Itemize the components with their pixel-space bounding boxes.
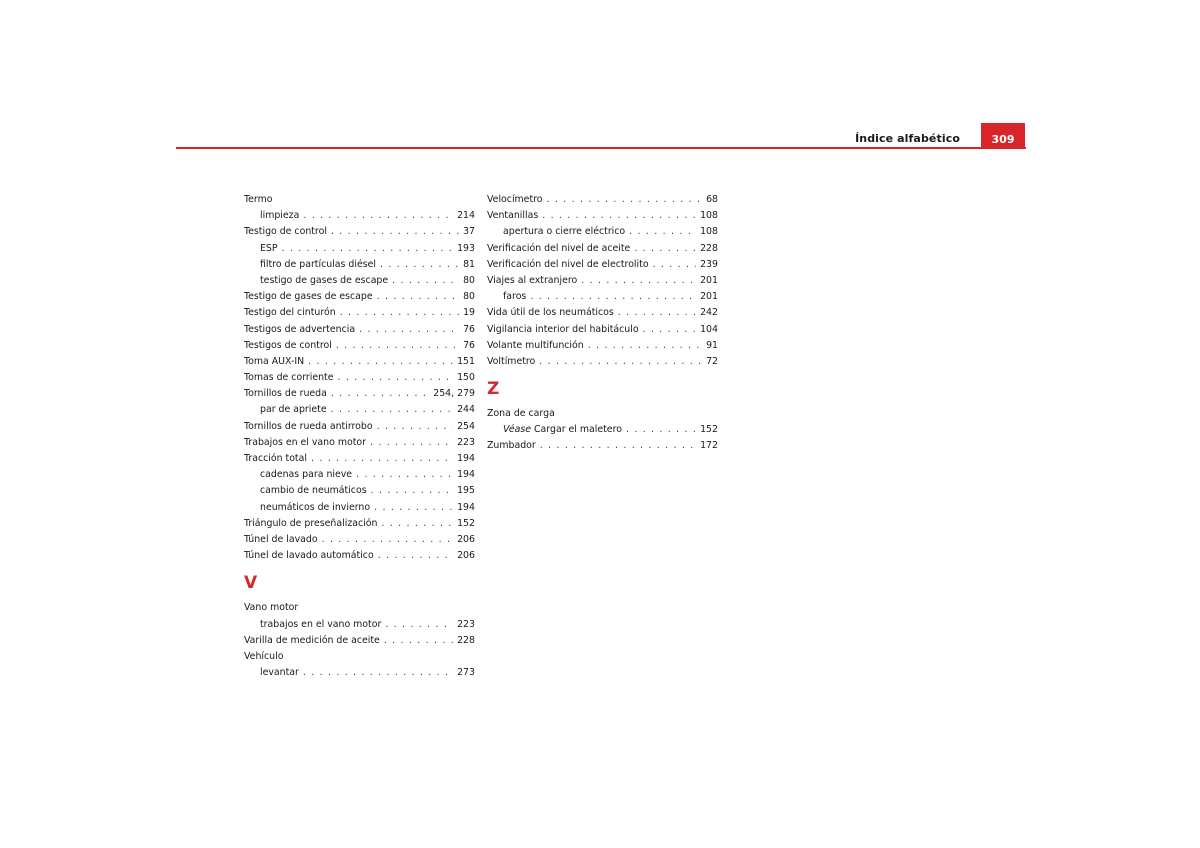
dot-leader <box>331 224 459 240</box>
page-reference: 242 <box>700 307 718 319</box>
index-term: Testigo de gases de escape <box>244 291 373 303</box>
dot-leader <box>340 305 459 321</box>
index-term: Toma AUX-IN <box>244 355 305 367</box>
page-reference: 76 <box>463 339 475 351</box>
index-entry <box>244 192 475 208</box>
index-term: faros <box>503 291 527 303</box>
index-letter-heading: V <box>244 573 258 594</box>
dot-leader <box>377 289 459 305</box>
dot-leader <box>626 422 696 438</box>
header-rule <box>176 147 1026 149</box>
index-subentry <box>244 257 475 273</box>
page-reference: 68 <box>706 194 718 205</box>
dot-leader <box>338 370 454 386</box>
dot-leader <box>378 548 453 564</box>
dot-leader <box>331 402 453 418</box>
index-entry <box>244 548 475 564</box>
page-reference: 214 <box>457 210 475 222</box>
page-reference: 228 <box>457 634 475 646</box>
dot-leader <box>634 241 696 257</box>
index-entry <box>244 338 475 354</box>
index-term: testigo de gases de escape <box>260 274 389 286</box>
index-entry <box>244 532 475 548</box>
index-entry <box>487 241 718 257</box>
index-entry <box>487 273 718 289</box>
index-term: Volante multifunción <box>487 339 584 351</box>
page-reference: 254 <box>457 420 475 432</box>
page-reference: 194 <box>457 469 475 481</box>
dot-leader <box>303 208 453 224</box>
index-entry <box>244 600 475 616</box>
index-entry <box>487 257 718 273</box>
page-reference: 223 <box>457 436 475 448</box>
index-entry <box>244 649 475 665</box>
dot-leader <box>331 386 429 402</box>
index-term: Testigos de advertencia <box>244 323 356 335</box>
index-subentry <box>244 483 475 499</box>
dot-leader <box>588 338 702 354</box>
dot-leader <box>540 438 696 454</box>
dot-leader <box>392 273 459 289</box>
index-entry <box>487 438 718 454</box>
index-entry <box>244 435 475 451</box>
index-term: Tornillos de rueda <box>244 388 327 400</box>
page-reference: 273 <box>457 667 475 679</box>
index-entry <box>244 633 475 649</box>
page-reference: 81 <box>463 258 475 270</box>
page-reference: 223 <box>457 618 475 630</box>
index-term: par de apriete <box>260 404 327 416</box>
page-reference: 72 <box>706 355 718 367</box>
dot-leader <box>384 633 453 649</box>
dot-leader <box>653 257 697 273</box>
index-term: Tomas de corriente <box>244 372 334 384</box>
index-term: Vano motor <box>244 602 299 614</box>
index-term: cadenas para nieve <box>260 469 353 481</box>
index-term: Velocímetro <box>487 194 543 205</box>
index-term: Varilla de medición de aceite <box>244 634 380 646</box>
dot-leader <box>303 665 453 681</box>
page-reference: 228 <box>700 242 718 254</box>
index-term: Testigos de control <box>244 339 332 351</box>
index-term: Testigo de control <box>244 226 327 238</box>
page-reference: 80 <box>463 274 475 286</box>
page-reference: 108 <box>700 226 718 238</box>
index-entry <box>244 370 475 386</box>
index-column-left <box>244 192 475 681</box>
index-subentry <box>244 208 475 224</box>
dot-leader <box>308 354 453 370</box>
index-term: Viajes al extranjero <box>487 274 578 286</box>
index-subentry <box>244 402 475 418</box>
index-term: Tornillos de rueda antirrobo <box>244 420 373 432</box>
dot-leader <box>385 617 453 633</box>
dot-leader <box>359 322 459 338</box>
index-entry <box>487 406 718 422</box>
index-subentry <box>244 467 475 483</box>
dot-leader <box>336 338 459 354</box>
index-entry <box>244 451 475 467</box>
index-term: Túnel de lavado <box>244 533 318 545</box>
page-reference: 104 <box>700 323 718 335</box>
dot-leader <box>380 257 459 273</box>
page-reference: 194 <box>457 453 475 464</box>
index-subentry <box>487 422 718 438</box>
index-entry <box>487 338 718 354</box>
index-term: levantar <box>260 667 299 679</box>
index-entry <box>487 305 718 321</box>
page-number: 309 <box>981 123 1025 148</box>
index-letter-heading: Z <box>487 379 500 400</box>
dot-leader <box>311 451 453 467</box>
index-entry <box>244 305 475 321</box>
index-entry <box>244 419 475 435</box>
index-term: ESP <box>260 242 278 254</box>
index-term: cambio de neumáticos <box>260 485 367 497</box>
index-entry <box>244 354 475 370</box>
index-subentry <box>487 224 718 240</box>
index-term: Cargar el maletero <box>534 424 622 436</box>
index-entry <box>487 192 718 208</box>
page-reference: 76 <box>463 323 475 335</box>
dot-leader <box>581 273 696 289</box>
index-subentry <box>244 273 475 289</box>
index-term: Voltímetro <box>487 355 536 367</box>
page-reference: 195 <box>457 485 475 497</box>
page-reference: 37 <box>463 226 475 238</box>
index-entry <box>487 322 718 338</box>
index-term: Verificación del nivel de electrolito <box>487 258 649 270</box>
index-term: Trabajos en el vano motor <box>244 436 366 448</box>
dot-leader <box>618 305 696 321</box>
index-term: filtro de partículas diésel <box>260 258 376 270</box>
index-entry <box>244 289 475 305</box>
index-term: Verificación del nivel de aceite <box>487 242 631 254</box>
index-term: Vehículo <box>244 650 284 662</box>
index-subentry <box>244 617 475 633</box>
dot-leader <box>377 419 454 435</box>
page-reference: 151 <box>457 355 475 367</box>
dot-leader <box>381 516 453 532</box>
index-term: neumáticos de invierno <box>260 501 371 513</box>
dot-leader <box>370 435 453 451</box>
index-term: Ventanillas <box>487 210 539 222</box>
see-reference-label: Véase <box>503 424 532 436</box>
dot-leader <box>356 467 453 483</box>
dot-leader <box>539 354 702 370</box>
page-reference: 193 <box>457 242 475 254</box>
index-column-right <box>487 192 718 455</box>
index-term: Tracción total <box>244 453 307 464</box>
page-reference: 254, 279 <box>433 388 475 400</box>
page-reference: 239 <box>700 258 718 270</box>
index-term: limpieza <box>260 210 300 222</box>
index-subentry <box>244 241 475 257</box>
index-subentry <box>244 500 475 516</box>
index-term: Túnel de lavado automático <box>244 550 374 562</box>
dot-leader <box>530 289 696 305</box>
index-term: apertura o cierre eléctrico <box>503 226 626 238</box>
dot-leader <box>542 208 696 224</box>
page-reference: 80 <box>463 291 475 303</box>
index-term: Vigilancia interior del habitáculo <box>487 323 639 335</box>
page-reference: 206 <box>457 533 475 545</box>
index-term: Vida útil de los neumáticos <box>487 307 614 319</box>
dot-leader <box>282 241 454 257</box>
index-term: Zona de carga <box>487 408 555 420</box>
page-reference: 152 <box>700 424 718 436</box>
page-reference: 150 <box>457 372 475 384</box>
index-subentry <box>487 289 718 305</box>
page-reference: 172 <box>700 440 718 452</box>
index-term: Triángulo de preseñalización <box>244 517 378 529</box>
dot-leader <box>629 224 696 240</box>
index-entry <box>487 208 718 224</box>
index-entry <box>487 354 718 370</box>
page-reference: 244 <box>457 404 475 416</box>
index-entry <box>244 516 475 532</box>
page-reference: 201 <box>700 291 718 303</box>
dot-leader <box>547 192 703 208</box>
index-entry <box>244 386 475 402</box>
page-reference: 206 <box>457 550 475 562</box>
dot-leader <box>643 322 697 338</box>
index-term: Termo <box>244 194 273 205</box>
dot-leader <box>322 532 454 548</box>
index-term: trabajos en el vano motor <box>260 618 382 630</box>
page-reference: 19 <box>463 307 475 319</box>
index-term: Zumbador <box>487 440 536 452</box>
index-entry <box>244 224 475 240</box>
page-reference: 108 <box>700 210 718 222</box>
page-reference: 91 <box>706 339 718 351</box>
page-reference: 194 <box>457 501 475 513</box>
dot-leader <box>371 483 454 499</box>
page-reference: 152 <box>457 517 475 529</box>
page-reference: 201 <box>700 274 718 286</box>
index-entry <box>244 322 475 338</box>
section-title: Índice alfabético <box>855 132 960 145</box>
index-term: Testigo del cinturón <box>244 307 336 319</box>
index-subentry <box>244 665 475 681</box>
dot-leader <box>374 500 453 516</box>
